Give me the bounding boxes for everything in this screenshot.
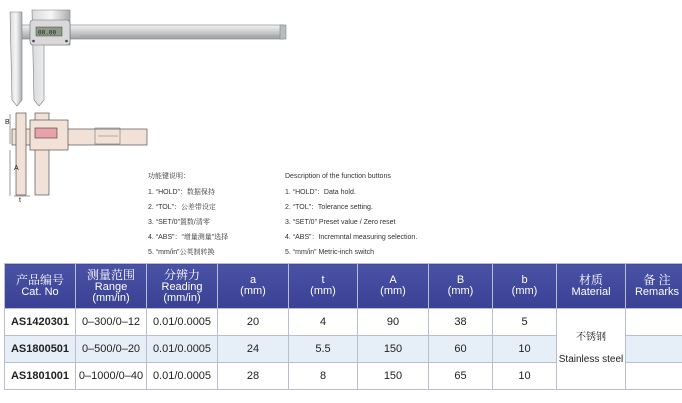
caliper-photo [10,10,286,106]
header-B: B (mm) [429,264,493,309]
cell-a: 20 [218,309,289,336]
function-heading-chinese: 功能键说明： [148,173,190,180]
function-item-chinese: 3. “SET/0”置数/清零 [148,219,210,226]
cell-B: 38 [429,309,493,336]
function-item-english: 2. “TOL”：Tolerance setting. [285,204,373,211]
cell-t: 4 [289,309,358,336]
function-item-chinese: 2. “TOL”：公差带设定 [148,204,216,211]
function-list-chinese [148,169,228,260]
header-A: A (mm) [358,264,429,309]
table-row [5,309,682,336]
cell-t: 5.5 [289,336,358,363]
cell-B: 60 [429,336,493,363]
caliper-dimension-diagram [10,113,147,196]
specification-table [4,263,682,390]
cell-material [557,309,626,390]
cell-remarks [626,363,682,390]
cell-range: 0–1000/0–40 [76,363,147,390]
svg-text:00.00: 00.00 [38,29,57,37]
cell-cat-no: AS1801001 [5,363,76,390]
header-reading: 分辨力 Reading (mm/in) [147,264,218,309]
cell-reading: 0.01/0.0005 [147,336,218,363]
header-a: a (mm) [218,264,289,309]
function-item-english: 1. “HOLD”：Data hold. [285,189,356,196]
material-chinese: 不锈钢 [576,332,606,343]
header-material: 材质 Material [557,264,626,309]
function-item-english: 3. “SET/0” Preset value / Zero reset [285,219,396,226]
cell-b: 5 [493,309,557,336]
header-range: 测量范围 Range (mm/in) [76,264,147,309]
cell-remarks [626,336,682,363]
header-remarks: 备 注 Remarks [626,264,682,309]
cell-A: 150 [358,336,429,363]
cell-cat-no: AS1420301 [5,309,76,336]
function-list-english [285,169,417,260]
function-item-chinese: 1. “HOLD”：数据保持 [148,189,215,196]
dimension-label-b: B [5,119,10,126]
cell-b: 10 [493,363,557,390]
cell-reading: 0.01/0.0005 [147,309,218,336]
cell-b: 10 [493,336,557,363]
function-item-english: 5. “mm/in” Metric-inch switch [285,249,375,256]
header-b: b (mm) [493,264,557,309]
cell-a: 24 [218,336,289,363]
header-cat-no: 产品编号 Cat. No [5,264,76,309]
cell-t: 8 [289,363,358,390]
header-t: t (mm) [289,264,358,309]
material-english: Stainless steel [558,354,624,365]
dimension-label-t: t [19,197,21,204]
cell-B: 65 [429,363,493,390]
cell-a: 28 [218,363,289,390]
function-item-chinese: 5. “mm/in”公英制转换 [148,249,215,256]
dimension-label-a: A [14,165,19,172]
function-heading-english: Description of the function buttons [285,173,391,180]
function-item-english: 4. “ABS”：Incremntal measuring selection. [285,234,418,241]
cell-cat-no: AS1800501 [5,336,76,363]
cell-A: 90 [358,309,429,336]
cell-range: 0–500/0–20 [76,336,147,363]
cell-A: 150 [358,363,429,390]
cell-reading: 0.01/0.0005 [147,363,218,390]
cell-remarks [626,309,682,336]
table-header-row [5,264,682,309]
cell-range: 0–300/0–12 [76,309,147,336]
function-item-chinese: 4. “ABS”：“增量测量”选择 [148,234,229,241]
